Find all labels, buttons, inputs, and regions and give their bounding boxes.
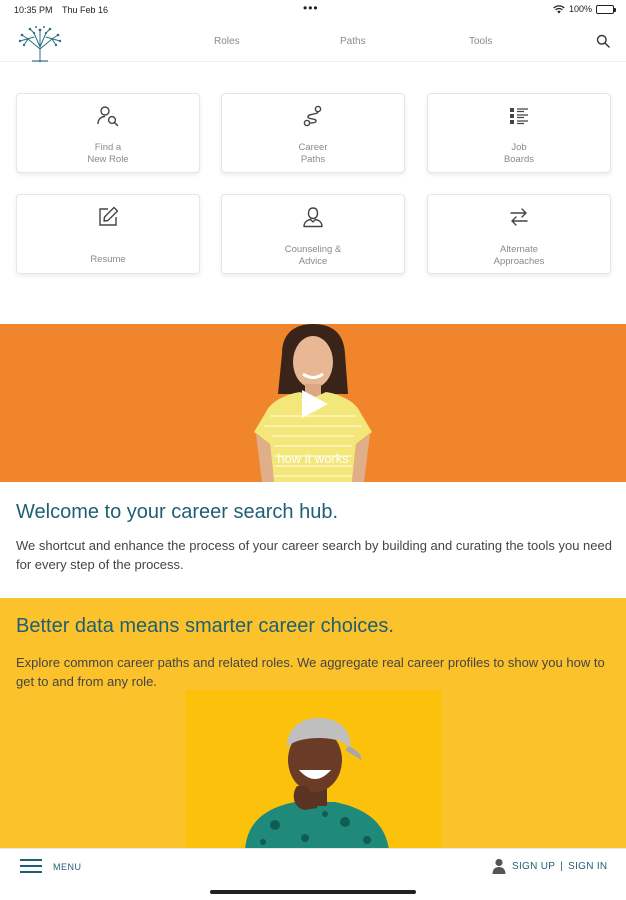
welcome-title: Welcome to your career search hub. [16, 501, 339, 523]
auth-links [512, 861, 607, 872]
welcome-body: We shortcut and enhance the process of your career search by building and curating the tools you need for every step of the process. [16, 538, 612, 572]
play-icon[interactable] [300, 388, 330, 420]
tile-label-line2: Advice [298, 256, 328, 267]
hamburger-menu-icon[interactable] [20, 859, 42, 873]
menu-label[interactable]: MENU [53, 862, 82, 872]
swap-arrows-icon [507, 205, 531, 229]
welcome-section [0, 482, 626, 598]
status-date: Thu Feb 16 [62, 5, 109, 15]
tile-counseling-advice[interactable] [221, 194, 405, 274]
tile-label-line2: Paths [300, 154, 326, 165]
tile-label-line1: Find a [94, 142, 122, 153]
tree-logo-icon[interactable] [14, 25, 66, 63]
nav-tools[interactable]: Tools [469, 36, 493, 47]
man-photo [185, 690, 441, 848]
how-it-works-video[interactable] [0, 324, 626, 482]
tile-label-line1: Job [511, 142, 527, 153]
route-icon [301, 104, 325, 128]
tile-label-line1: Alternate [499, 244, 539, 255]
hero-caption: how it works [277, 451, 349, 466]
search-icon[interactable] [596, 34, 610, 48]
tile-label-line1: Career [298, 142, 328, 153]
home-indicator[interactable] [210, 890, 416, 894]
sign-in-link[interactable]: SIGN IN [568, 861, 608, 872]
data-section-title: Better data means smarter career choices. [16, 615, 394, 637]
nav-paths[interactable]: Paths [340, 36, 366, 47]
status-time: 10:35 PM [14, 5, 53, 15]
wifi-icon [553, 5, 565, 14]
multitask-dots[interactable]: ••• [303, 1, 319, 15]
battery-percent: 100% [568, 4, 592, 14]
tile-label-line2: Boards [503, 154, 535, 165]
auth-separator: | [560, 861, 564, 872]
user-icon [492, 858, 506, 874]
edit-icon [96, 205, 120, 229]
list-icon [507, 104, 531, 128]
tile-find-new-role[interactable] [16, 93, 200, 173]
battery-icon [596, 5, 614, 14]
status-bar [0, 0, 626, 20]
nav-roles[interactable]: Roles [214, 36, 240, 47]
tile-alternate-approaches[interactable] [427, 194, 611, 274]
tile-label-line1: Counseling & [284, 244, 342, 255]
tile-resume[interactable] [16, 194, 200, 274]
tile-job-boards[interactable] [427, 93, 611, 173]
data-section-body: Explore common career paths and related roles. We aggregate real career profiles to show you how to get to and from any role. [16, 655, 605, 689]
sign-up-link[interactable]: SIGN UP [512, 861, 556, 872]
tile-label-line1: Resume [90, 254, 126, 265]
tile-label-line2: New Role [87, 154, 129, 165]
top-navigation [0, 22, 626, 62]
tile-label-line2: Approaches [493, 256, 545, 267]
tile-career-paths[interactable] [221, 93, 405, 173]
better-data-section [0, 598, 626, 848]
user-search-icon [96, 104, 120, 128]
person-icon [301, 205, 325, 229]
